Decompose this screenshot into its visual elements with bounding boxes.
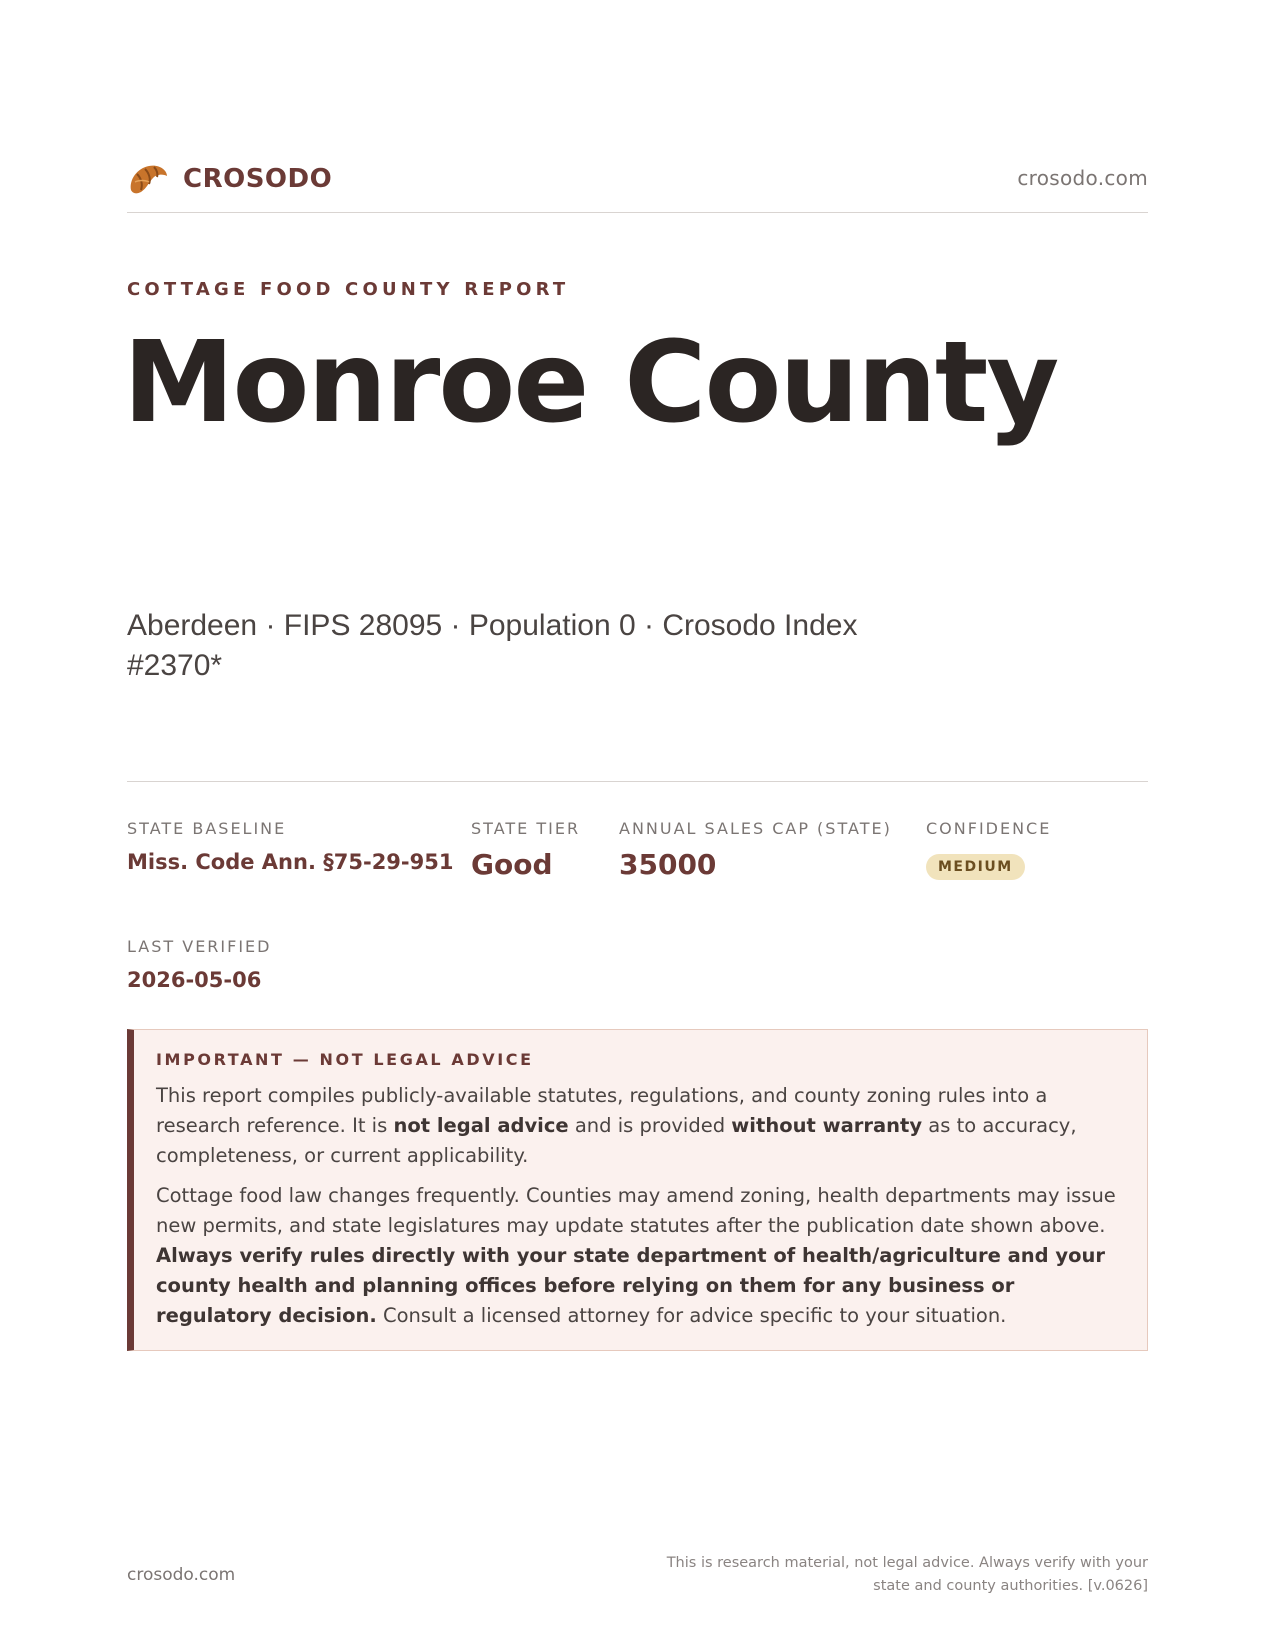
notice-emphasis: without warranty xyxy=(731,1114,923,1137)
section-divider xyxy=(127,781,1148,782)
stat-label: LAST VERIFIED xyxy=(127,937,272,956)
notice-paragraph xyxy=(156,1181,1125,1331)
croissant-icon xyxy=(127,160,169,198)
notice-title: IMPORTANT — NOT LEGAL ADVICE xyxy=(156,1050,534,1069)
stat-confidence xyxy=(926,819,1051,880)
stat-annual-sales-cap xyxy=(619,819,892,881)
notice-emphasis: not legal advice xyxy=(393,1114,569,1137)
report-eyebrow: COTTAGE FOOD COUNTY REPORT xyxy=(127,279,570,300)
footer-disclaimer: This is research material, not legal advice. Always verify with your state and county authorities. [v.0626] xyxy=(666,1555,1148,1594)
footer-site-link[interactable]: crosodo.com xyxy=(127,1565,236,1585)
stat-value: 2026-05-06 xyxy=(127,968,262,992)
stat-label: STATE BASELINE xyxy=(127,819,287,838)
brand-name: CROSODO xyxy=(183,164,333,194)
notice-paragraph xyxy=(156,1081,1125,1171)
notice-text: Consult a licensed attorney for advice specific to your situation. xyxy=(376,1304,1007,1327)
confidence-badge: MEDIUM xyxy=(926,854,1025,880)
stat-state-baseline xyxy=(127,819,453,874)
stat-value: Miss. Code Ann. §75-29-951 xyxy=(127,850,454,874)
stat-last-verified xyxy=(127,937,271,992)
stat-label: ANNUAL SALES CAP (STATE) xyxy=(619,819,892,838)
brand xyxy=(127,160,332,198)
stat-label: STATE TIER xyxy=(471,819,581,838)
stat-value: 35000 xyxy=(619,848,717,881)
county-subtitle: Aberdeen · FIPS 28095 · Population 0 · Crosodo Index #2370* xyxy=(127,609,858,682)
stat-value: Good xyxy=(471,848,553,881)
notice-emphasis: Always verify rules directly with your state department of health/agriculture and your county health and planning offices before relying on them for any business or regulatory decision. xyxy=(156,1244,1106,1327)
notice-text: and is provided xyxy=(568,1114,732,1137)
legal-notice xyxy=(127,1029,1148,1351)
page-header xyxy=(127,156,1148,213)
notice-text: This report compiles publicly-available statutes, regulations, and county zoning rules into a research reference. It is xyxy=(156,1084,1048,1137)
stat-label: CONFIDENCE xyxy=(926,819,1052,838)
stat-state-tier xyxy=(471,819,580,881)
site-link[interactable]: crosodo.com xyxy=(1017,166,1148,190)
notice-text: as to accuracy, completeness, or current applicability. xyxy=(156,1114,1077,1167)
notice-text: Cottage food law changes frequently. Counties may amend zoning, health departments may issue new permits, and state legislatures may update statutes after the publication date shown above. xyxy=(156,1184,1116,1237)
page-title: Monroe County xyxy=(123,318,1058,448)
report-page xyxy=(123,0,1148,1650)
